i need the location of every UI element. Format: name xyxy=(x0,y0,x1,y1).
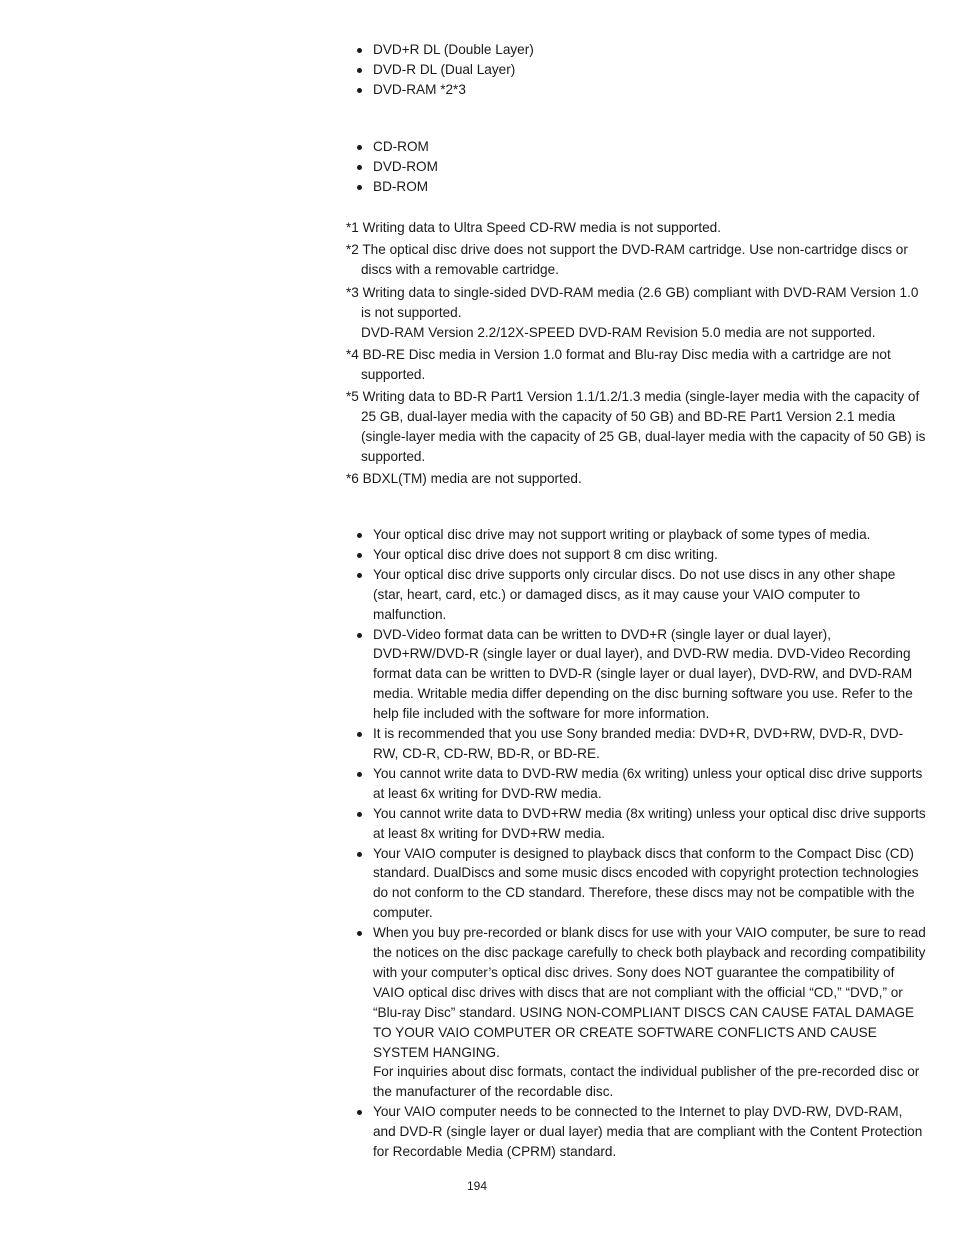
list-item xyxy=(355,804,927,844)
list-item: BD-ROM xyxy=(355,177,935,197)
footnote-subtext: DVD-RAM Version 2.2/12X-SPEED DVD-RAM Revision 5.0 media are not supported. xyxy=(361,324,876,340)
note-text: Your VAIO computer needs to be connected to the Internet to play DVD-RW, DVD-RAM, and DVD-R (single layer or dual layer) media that are compliant with the Content Protection for Recordable Media (CPRM) standard. xyxy=(373,1104,923,1160)
list-item: DVD-R DL (Dual Layer) xyxy=(355,60,935,80)
note-text: Your optical disc drive supports only circular discs. Do not use discs in any other shape (star, heart, card, etc.) or damaged discs, as it may cause your VAIO computer to malfunction. xyxy=(373,566,896,622)
footnotes xyxy=(346,218,930,492)
note-text: Your optical disc drive does not support 8 cm disc writing. xyxy=(373,546,718,562)
page-number: 194 xyxy=(467,1179,488,1193)
list-item xyxy=(355,1102,927,1162)
footnote xyxy=(346,218,930,238)
footnote-text: *3 Writing data to single-sided DVD-RAM media (2.6 GB) compliant with DVD-RAM Version 1.0 is not supported. xyxy=(346,284,919,320)
footnote-text: *4 BD-RE Disc media in Version 1.0 format and Blu-ray Disc media with a cartridge are not supported. xyxy=(346,346,891,382)
footnote xyxy=(346,469,930,489)
list-item: CD-ROM xyxy=(355,137,935,157)
footnote xyxy=(346,345,930,385)
list-item xyxy=(355,764,927,804)
list-item xyxy=(355,844,927,924)
note-text: It is recommended that you use Sony branded media: DVD+R, DVD+RW, DVD-R, DVD-RW, CD-R, CD-RW, BD-R, or BD-RE. xyxy=(373,726,904,761)
footnote-text: *5 Writing data to BD-R Part1 Version 1.1/1.2/1.3 media (single-layer media with the capacity of 25 GB, dual-layer media with the capacity of 50 GB) and BD-RE Part1 Version 2.1 media (single-layer media with the capacity of 25 GB, dual-layer media with the capacity of 50 GB) is supported. xyxy=(346,389,926,464)
list-item: DVD-RAM *2*3 xyxy=(355,80,935,100)
footnote xyxy=(346,283,930,343)
list-item: DVD+R DL (Double Layer) xyxy=(355,40,935,60)
note-text: You cannot write data to DVD+RW media (8x writing) unless your optical disc drive supports at least 8x writing for DVD+RW media. xyxy=(373,805,926,841)
note-text: You cannot write data to DVD-RW media (6x writing) unless your optical disc drive supports at least 6x writing for DVD-RW media. xyxy=(373,765,923,801)
list-item xyxy=(355,525,927,545)
list-item xyxy=(355,724,927,764)
writable-media-list xyxy=(355,40,935,100)
list-item xyxy=(355,565,927,625)
list-item xyxy=(355,923,927,1102)
footnote xyxy=(346,240,930,280)
footnote-text: *2 The optical disc drive does not support the DVD-RAM cartridge. Use non-cartridge discs or discs with a removable cartridge. xyxy=(346,242,908,278)
readable-media-list xyxy=(355,137,935,197)
note-text: DVD-Video format data can be written to DVD+R (single layer or dual layer), DVD+RW/DVD-R (single layer or dual layer), and DVD-RW media. DVD-Video Recording format data can be written to DVD-R (single layer or dual layer), DVD-RW, and DVD-RAM media. Writable media differ depending on the disc burning software you use. Refer to the help file included with the software for more information. xyxy=(373,626,913,722)
note-subtext: For inquiries about disc formats, contact the individual publisher of the pre-recorded disc or the manufacturer of the recordable disc. xyxy=(373,1064,920,1100)
note-text: Your VAIO computer is designed to playback discs that conform to the Compact Disc (CD) standard. DualDiscs and some music discs encoded with copyright protection technologies do not conform to the CD standard. Therefore, these discs may not be compatible with the computer. xyxy=(373,845,919,921)
footnote-text: *6 BDXL(TM) media are not supported. xyxy=(346,471,582,487)
list-item xyxy=(355,545,927,565)
footnote xyxy=(346,387,930,467)
note-text: When you buy pre-recorded or blank discs for use with your VAIO computer, be sure to read the notices on the disc package carefully to check both playback and recording compatibility with your computer’s optical disc drives. Sony does NOT guarantee the compatibility of VAIO optical disc drives with discs that are not compliant with the official “CD,” “DVD,” or “Blu-ray Disc” standard. USING NON-COMPLIANT DISCS CAN CAUSE FATAL DAMAGE TO YOUR VAIO COMPUTER OR CREATE SOFTWARE CONFLICTS AND CAUSE SYSTEM HANGING. xyxy=(373,925,926,1060)
list-item: DVD-ROM xyxy=(355,157,935,177)
notes-list xyxy=(355,525,927,1162)
footnote-text: *1 Writing data to Ultra Speed CD-RW media is not supported. xyxy=(346,220,722,235)
note-text: Your optical disc drive may not support writing or playback of some types of media. xyxy=(373,527,871,542)
list-item xyxy=(355,625,927,725)
